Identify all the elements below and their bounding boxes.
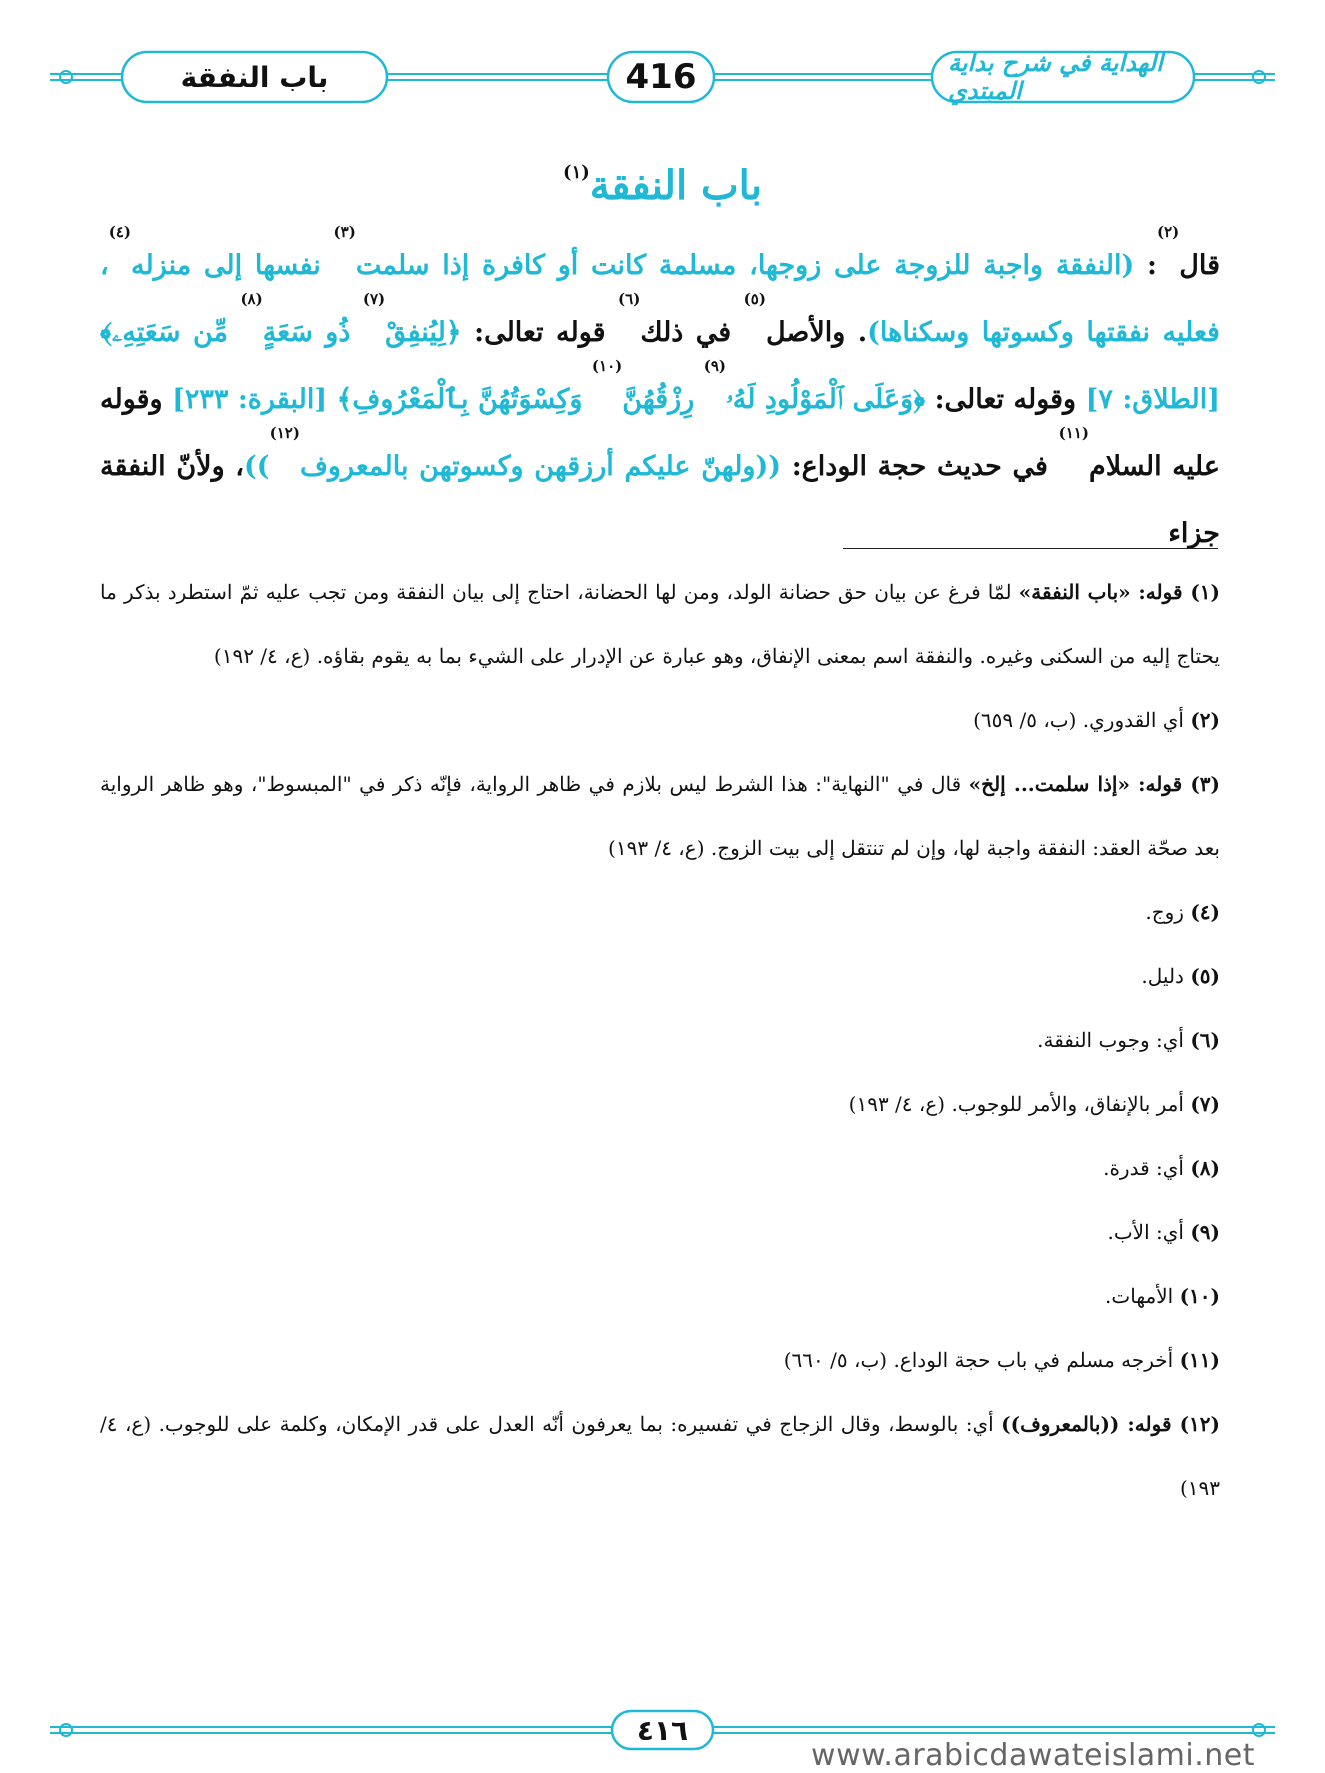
main-text-segment: قال (1179, 250, 1220, 281)
footnote-12 (100, 1392, 1220, 1520)
quran-verse: رِزْقُهُنَّ (622, 384, 704, 415)
footnote-11 (100, 1328, 1220, 1392)
footnotes (100, 560, 1220, 1520)
footnote-text: دليل. (1141, 964, 1191, 988)
footnote-divider (843, 548, 1218, 549)
note-ref: (٥) (743, 290, 766, 308)
footnote-5 (100, 944, 1220, 1008)
footnote-label: (١٠) (1179, 1284, 1220, 1308)
footnote-9 (100, 1200, 1220, 1264)
footnote-7 (100, 1072, 1220, 1136)
footnote-label: (١٢) (1179, 1412, 1220, 1436)
note-ref: (١٠) (591, 357, 623, 375)
matn-text: نفسها إلى منزله (131, 250, 334, 281)
quran-verse: ﴿وَعَلَى ٱلْمَوْلُودِ لَهُۥ (726, 384, 926, 415)
note-ref: (٢) (1156, 223, 1180, 241)
footnote-label: (٨) (1190, 1156, 1220, 1180)
footnote-label: (١١) (1179, 1348, 1220, 1372)
footnote-label: (٤) (1190, 900, 1220, 924)
matn-text: ، فعليه نفقتها وكسوتها وسكناها) (100, 250, 1220, 348)
main-text-segment: وقوله تعالى: (925, 384, 1086, 415)
footnote-text: أي: وجوب النفقة. (1037, 1028, 1191, 1052)
quran-verse: ﴿لِيُنفِقْ (385, 317, 462, 348)
footnote-label: (١) (1190, 580, 1220, 604)
page-header (0, 40, 1325, 120)
footnote-2 (100, 688, 1220, 752)
footnote-label: (٢) (1190, 708, 1220, 732)
chapter-note-ref: (١) (563, 162, 590, 183)
main-text-segment: : (1134, 250, 1157, 281)
footnote-10 (100, 1264, 1220, 1328)
footnote-8 (100, 1136, 1220, 1200)
footnote-text: الأمهات. (1105, 1284, 1180, 1308)
footnote-quote: قوله: «إذا سلمت... إلخ» (968, 772, 1191, 796)
footnote-text: قال في "النهاية": هذا الشرط ليس بلازم في ظاهر الرواية، فإنّه ذكر في "المبسوط"، وهو ظاهر الرواية بعد صحّة العقد: النفقة واجبة لها، وإن لم تنتقل إلى بيت الزوج. (ع، ٤/ ١٩٣) (100, 772, 1220, 860)
footnote-text: أي القدوري. (ب، ٥/ ٦٥٩) (973, 708, 1191, 732)
note-ref: (٩) (703, 357, 726, 375)
footnote-text: أي: بالوسط، وقال الزجاج في تفسيره: بما يعرفون أنّه العدل على قدر الإمكان، وكلمة على للوجوب. (ع، ٤/ ١٩٣) (100, 1412, 1220, 1500)
hadith-text: ((ولهنّ عليكم أرزقهن وكسوتهن بالمعروف (299, 451, 782, 482)
chapter-title (0, 162, 1325, 209)
note-ref: (٧) (362, 290, 386, 308)
main-text-segment: في ذلك (640, 317, 744, 348)
footnote-text: أي: الأب. (1107, 1220, 1191, 1244)
quran-verse: ذُو سَعَةٍ (262, 317, 363, 348)
footnote-label: (٦) (1190, 1028, 1220, 1052)
note-ref: (٣) (333, 223, 356, 241)
header-section-title: باب النفقة (180, 60, 329, 94)
quran-verse: وَكِسْوَتُهُنَّ بِٱلْمَعْرُوفِ﴾ [البقرة: ٢٣٣] (172, 384, 592, 415)
header-book-title: الهداية في شرح بداية المبتدي (948, 49, 1163, 105)
footnote-4 (100, 880, 1220, 944)
main-text-segment: قوله تعالى: (461, 317, 619, 348)
footnote-quote: قوله: «باب النفقة» (1018, 580, 1191, 604)
matn-text: (النفقة واجبة للزوجة على زوجها، مسلمة كانت أو كافرة إذا سلمت (355, 250, 1135, 281)
header-page-number: 416 (625, 57, 697, 97)
main-text-segment: وقوله عليه السلام (100, 384, 1220, 482)
footnote-label: (٧) (1190, 1092, 1220, 1116)
note-ref: (١٢) (269, 424, 300, 442)
watermark-url: www.arabicdawateislami.net (811, 1738, 1255, 1773)
footnote-text: لمّا فرغ عن بيان حق حضانة الولد، ومن لها الحضانة، احتاج إلى بيان النفقة ومن تجب عليه ثمّ استطرد بذكر ما يحتاج إليه من السكنى وغيره. والنفقة اسم بمعنى الإنفاق، وهو عبارة عن الإدرار على الشيء بما به يقوم بقاؤه. (ع، ٤/ ١٩٢) (100, 580, 1220, 668)
footnote-6 (100, 1008, 1220, 1072)
note-ref: (٤) (108, 223, 131, 241)
footnote-quote: قوله: ((بالمعروف)) (1001, 1412, 1180, 1436)
chapter-title-text: باب النفقة (589, 162, 762, 209)
footnote-text: أي: قدرة. (1103, 1156, 1191, 1180)
main-text (100, 223, 1220, 567)
main-text-segment: . والأصل (765, 317, 868, 348)
footnote-3 (100, 752, 1220, 880)
footnote-label: (٣) (1190, 772, 1221, 796)
quran-verse: مِّن سَعَتِهِۦ﴾ [الطلاق: ٧] (100, 317, 1220, 415)
note-ref: (١١) (1058, 424, 1089, 442)
main-text-segment: ، ولأنّ النفقة جزاء (100, 451, 1220, 549)
note-ref: (٦) (618, 290, 641, 308)
main-text-segment: في حديث حجة الوداع: (781, 451, 1059, 482)
footer-page-number: ٤١٦ (636, 1713, 689, 1747)
note-ref: (٨) (240, 290, 263, 308)
footnote-label: (٥) (1190, 964, 1220, 988)
footnote-text: أخرجه مسلم في باب حجة الوداع. (ب، ٥/ ٦٦٠) (783, 1348, 1180, 1372)
footnote-text: أمر بالإنفاق، والأمر للوجوب. (ع، ٤/ ١٩٣) (848, 1092, 1191, 1116)
footnote-label: (٩) (1190, 1220, 1220, 1244)
footnote-1 (100, 560, 1220, 688)
hadith-text: )) (244, 451, 270, 482)
footnote-text: زوج. (1145, 900, 1191, 924)
